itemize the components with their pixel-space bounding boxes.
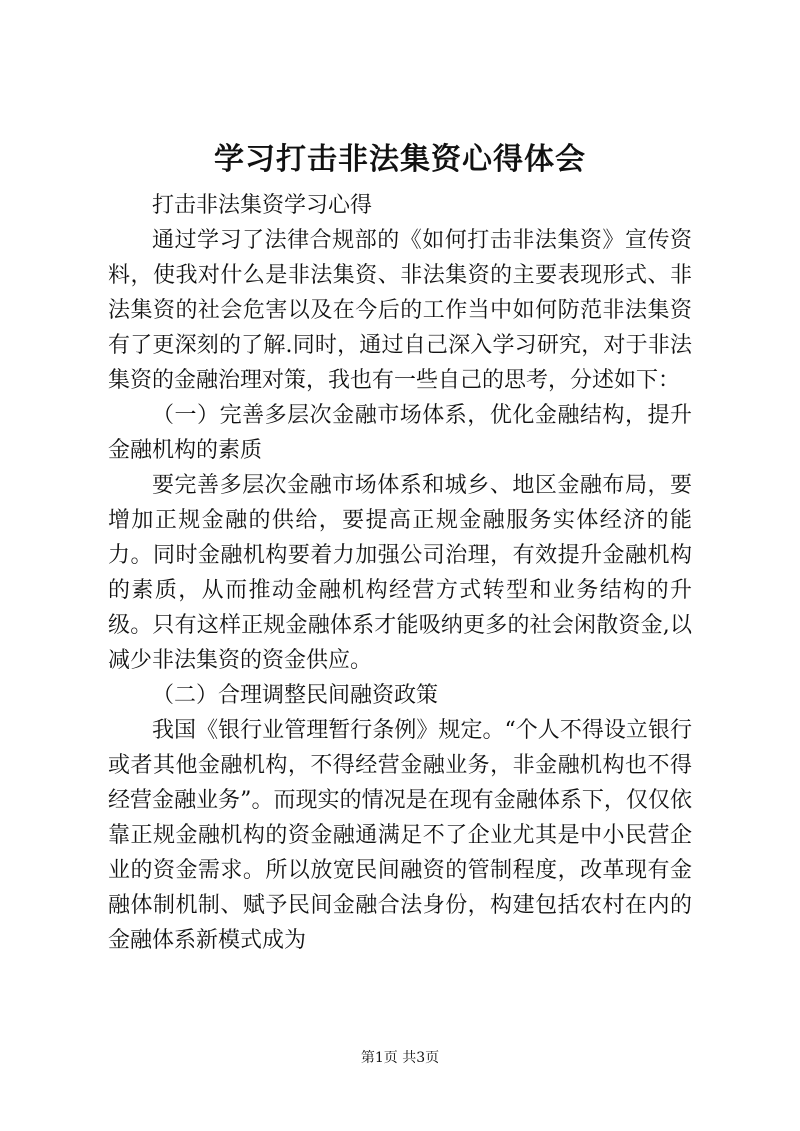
document-body [108, 188, 692, 958]
document-title: 学习打击非法集资心得体会 [214, 142, 586, 177]
section-2-paragraph: 我国《银行业管理暂行条例》规定。“个人不得设立银行或者其他金融机构，不得经营金融业务，非金融机构也不得经营金融业务”。而现实的情况是在现有金融体系下，仅仅依靠正规金融机构的资金融通满足不了企业尤其是中小民营企业的资金需求。所以放宽民间融资的管制程度，改革现有金融体制机制、赋予民间金融合法身份，构建包括农村在内的金融体系新模式成为 [108, 718, 692, 953]
intro-paragraph: 通过学习了法律合规部的《如何打击非法集资》宣传资料，使我对什么是非法集资、非法集资的主要表现形式、非法集资的社会危害以及在今后的工作当中如何防范非法集资有了更深刻的了解.同时，通过自己深入学习研究，对于非法集资的金融治理对策，我也有一些自己的思考，分述如下： [108, 228, 692, 393]
section-heading-1: （一）完善多层次金融市场体系，优化金融结构，提升金融机构的素质 [108, 403, 692, 463]
page-footer: 第1页 共3页 [360, 1050, 440, 1066]
section-heading-2: （二）合理调整民间融资政策 [152, 683, 439, 708]
section-1-paragraph: 要完善多层次金融市场体系和城乡、地区金融布局，要增加正规金融的供给，要提高正规金融服务实体经济的能力。同时金融机构要着力加强公司治理，有效提升金融机构的素质，从而推动金融机构经营方式转型和业务结构的升级。只有这样正规金融体系才能吸纳更多的社会闲散资金,以减少非法集资的资金供应。 [108, 473, 692, 673]
section-subtitle: 打击非法集资学习心得 [152, 193, 373, 218]
